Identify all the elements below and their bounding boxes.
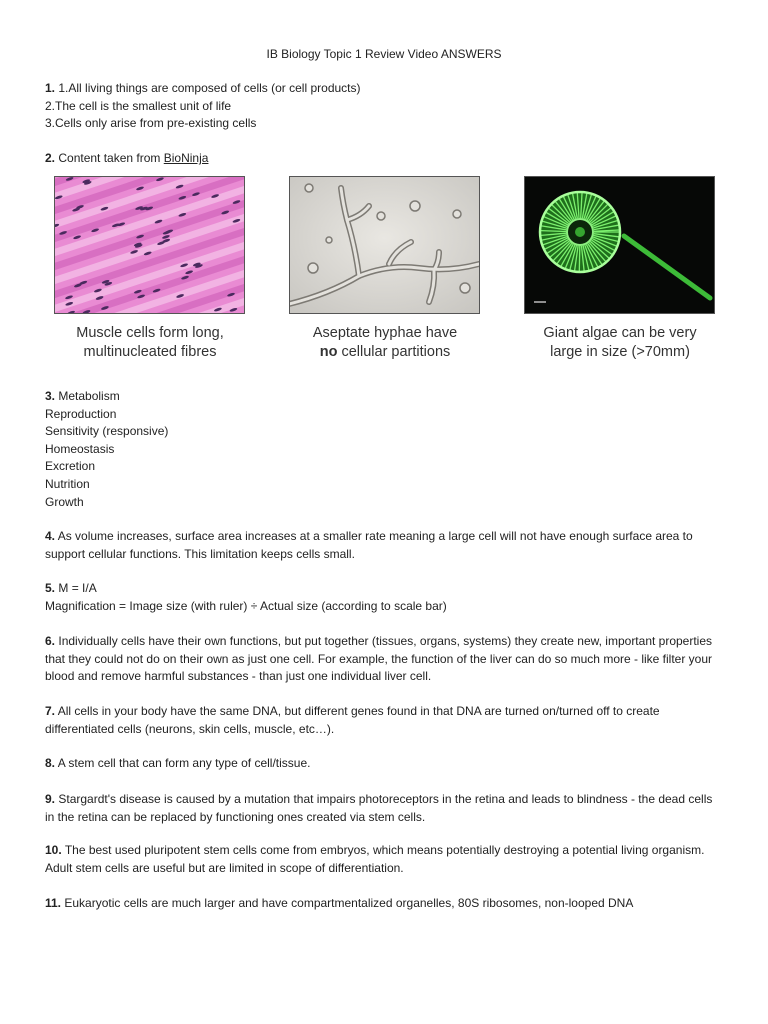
answer-10-number: 10.: [45, 843, 62, 857]
answer-6-number: 6.: [45, 634, 56, 648]
answer-4-text: As volume increases, surface area increases at a smaller rate meaning a large cell will not have enough surface area to support cellular functions. This limitation keeps cells small.: [45, 529, 693, 561]
muscle-caption: Muscle cells form long, multinucleated fibres: [76, 325, 224, 360]
answer-9-text: Stargardt's disease is caused by a mutation that impairs photoreceptors in the retina and leads to blindness - the dead cells in the retina can be replaced by functioning ones created via stem cells.: [45, 792, 713, 824]
bioninja-link[interactable]: BioNinja: [163, 151, 209, 165]
algae-caption: Giant algae can be very large in size (>70mm): [543, 325, 697, 360]
answer-11: [45, 895, 725, 913]
answer-8: [45, 755, 725, 773]
answer-4-number: 4.: [45, 529, 56, 543]
answer-8-text: A stem cell that can form any type of cell/tissue.: [57, 756, 311, 770]
answer-10-text: The best used pluripotent stem cells come from embryos, which means potentially destroying a potential living organism. Adult stem cells are useful but are limited in scope of differentiation.: [45, 843, 705, 875]
answer-3-item: Growth: [45, 494, 84, 509]
answer-11-number: 11.: [45, 896, 62, 910]
answer-3-item: Homeostasis: [45, 441, 115, 456]
answer-3-item: Excretion: [45, 459, 96, 474]
answer-8-number: 8.: [45, 756, 56, 770]
answer-3-number: 3.: [45, 389, 56, 403]
answer-3-item: Reproduction: [45, 406, 117, 421]
answer-3-item: Sensitivity (responsive): [45, 424, 169, 439]
answer-11-text: Eukaryotic cells are much larger and have compartmentalized organelles, 80S ribosomes, non-looped DNA: [64, 896, 634, 910]
answer-3: [45, 388, 725, 511]
answer-3-item: Nutrition: [45, 476, 90, 491]
answer-1-line-1: 1. 1.All living things are composed of cells (or cell products): [45, 81, 361, 95]
answer-1-number: 1.: [45, 81, 56, 95]
answer-5: [45, 580, 725, 615]
answer-10: [45, 842, 725, 877]
answer-2: [45, 150, 725, 168]
answer-2-text: Content taken from: [58, 151, 164, 165]
answer-7-text: All cells in your body have the same DNA, but different genes found in that DNA are turned on/turned off to create differentiated cells (neurons, skin cells, muscle, etc…).: [45, 704, 660, 736]
answer-4: [45, 528, 725, 563]
answer-7-number: 7.: [45, 704, 56, 718]
hyphae-caption: Aseptate hyphae have no cellular partitions: [312, 325, 458, 360]
answer-1-line-3: 3.Cells only arise from pre-existing cells: [45, 116, 257, 131]
magnification-formula: M = I/A: [58, 581, 97, 595]
answer-5-number: 5.: [45, 581, 56, 595]
answer-9: [45, 791, 725, 826]
magnification-definition: Magnification = Image size (with ruler) ÷ Actual size (according to scale bar): [45, 598, 447, 613]
answer-1: [45, 80, 725, 133]
answer-7: [45, 703, 725, 738]
hyphae-image: [289, 176, 480, 314]
answer-2-number: 2.: [45, 151, 56, 165]
answer-3-item: 3. Metabolism: [45, 389, 120, 403]
page-title: IB Biology Topic 1 Review Video ANSWERS: [266, 47, 502, 61]
giant-algae-image: [524, 176, 715, 314]
muscle-cells-image: [54, 176, 245, 314]
answer-6: [45, 633, 725, 686]
answer-9-number: 9.: [45, 792, 56, 806]
answer-1-line-2: 2.The cell is the smallest unit of life: [45, 98, 232, 113]
answer-6-text: Individually cells have their own functions, but put together (tissues, organs, systems) they create new, important properties that they could not do on their own as just one cell. For example, the function of the liver can do so much more - like filter your blood and remove harmful substances - than just one individual liver cell.: [45, 634, 713, 684]
